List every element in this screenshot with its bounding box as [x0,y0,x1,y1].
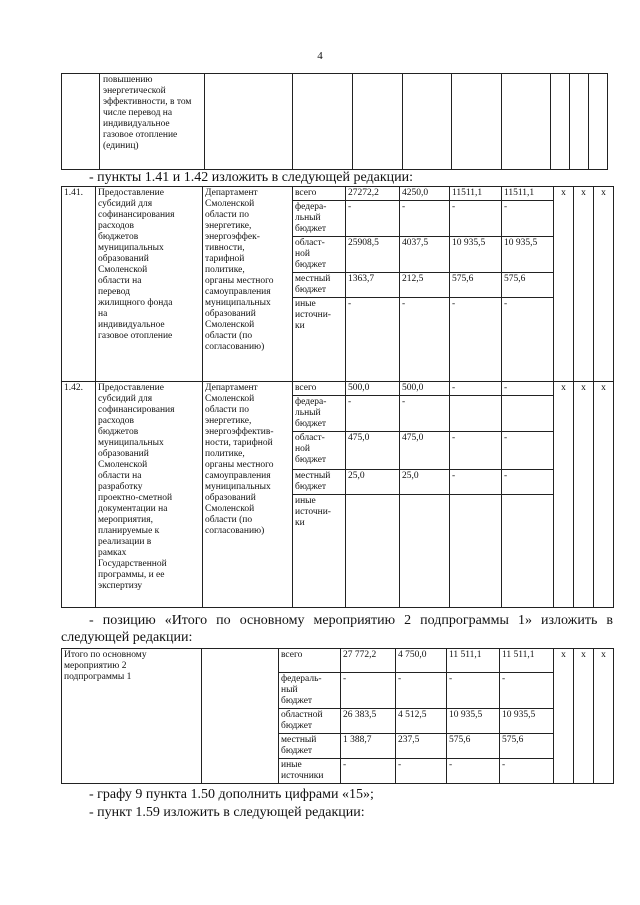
text-line: рамках [98,548,127,558]
value-cell: 1 388,7 [341,734,396,759]
mark-cell: x [554,382,574,608]
source-label [279,649,341,673]
value-cell: 11 511,1 [500,649,554,673]
text-line: бюджет [295,419,327,429]
table-fragment [61,73,607,169]
text-line: бюджет [295,482,327,492]
text-line: бюджет [295,455,327,465]
value-cell: 575,6 [447,734,500,759]
fragment-line: газовое отопление [103,130,178,140]
measure-name [96,382,203,608]
text-line: на [98,309,108,319]
text-line: документации на [98,504,168,514]
text-line: местный [295,471,331,481]
text-line: ной [295,249,310,259]
value-cell: 212,5 [400,273,450,298]
value-cell: 26 383,5 [341,709,396,734]
mark-cell: x [574,649,594,784]
mark-cell: x [554,649,574,784]
value-cell [346,495,400,608]
text-line: Смоленской [205,199,255,209]
source-label [279,759,341,784]
total-row [62,649,614,673]
intro-text-2: - позицию «Итого по основному мероприятию 2 подпрограммы 1» изложить в следующей редакции: [61,613,613,645]
text-line: федераль- [281,674,322,684]
text-line: бюджет [295,285,327,295]
text-line: Предоставление [98,188,164,198]
source-label [293,396,346,432]
text-line: областной [281,710,323,720]
value-cell: 25908,5 [346,237,400,273]
text-line: Смоленской [205,394,255,404]
text-line: муниципальных [205,482,271,492]
fragment-line: энергетической [103,86,166,96]
text-line: тивности, [205,243,245,253]
mark-cell: x [594,649,614,784]
value-cell [400,495,450,608]
text-line: област- [295,433,325,443]
source-label [293,187,346,201]
fragment-line: повышению [103,75,153,85]
text-line: бюджетов [98,232,139,242]
intro-paragraph-1 [61,170,613,186]
fragment-line: (единиц) [103,141,139,151]
text-line: бюджет [281,746,313,756]
source-label [293,237,346,273]
value-cell: - [500,759,554,784]
bottom-paragraph-2 [61,805,613,821]
text-line: образований [98,254,149,264]
text-line: бюджет [295,260,327,270]
table-row-1-41 [62,187,614,201]
value-cell: - [502,201,554,237]
mark-cell: x [574,382,594,608]
text-line: органы местного [205,276,274,286]
empty-cell [589,74,608,170]
text-line: подпрограммы 1 [64,672,132,682]
text-line: субсидий для [98,394,153,404]
source-label [293,201,346,237]
main-table [61,186,614,608]
text-line: Смоленской [205,504,255,514]
empty-cell [293,74,353,170]
value-cell: - [346,201,400,237]
text-line: всего [295,188,317,198]
empty-cell [403,74,452,170]
fragment-text-cell [100,74,205,170]
text-line: образований [205,493,256,503]
text-line: экспертизу [98,581,143,591]
value-cell: 500,0 [400,382,450,396]
value-cell [502,396,554,432]
text-line: самоуправления [205,287,271,297]
empty-cell [452,74,502,170]
value-cell: - [346,298,400,382]
text-line: област- [295,238,325,248]
value-cell: - [341,673,396,709]
value-cell: - [502,382,554,396]
text-line: Смоленской [205,320,255,330]
text-line: расходов [98,221,134,231]
text-line: Государственной [98,559,167,569]
text-line: мероприятию 2 [64,661,127,671]
source-label [293,432,346,470]
value-cell: - [396,759,447,784]
empty-cell [551,74,570,170]
source-label [279,709,341,734]
value-cell: 10 935,5 [500,709,554,734]
value-cell: - [450,432,502,470]
text-line: образований [205,309,256,319]
value-cell: 4 750,0 [396,649,447,673]
fragment-num-cell [62,74,100,170]
value-cell [502,495,554,608]
text-line: иные [295,496,316,506]
text-line: источники [281,771,324,781]
mark-cell: x [594,382,614,608]
text-line: расходов [98,416,134,426]
fragment-line: эффективности, в том [103,97,192,107]
fragment-line: индивидуальное [103,119,170,129]
text-line: мероприятия, [98,515,153,525]
fragment-line: числе перевод на [103,108,173,118]
measure-name [96,187,203,382]
value-cell: 475,0 [346,432,400,470]
row-number: 1.42. [62,382,96,608]
value-cell: - [502,432,554,470]
text-line: программы, и ее [98,570,165,580]
total-table [61,648,614,784]
text-line: политике, [205,265,245,275]
text-line: бюджет [295,224,327,234]
empty-cell [205,74,293,170]
text-line: области (по [205,515,253,525]
value-cell: - [502,298,554,382]
value-cell: - [502,470,554,495]
source-label [293,298,346,382]
text-line: субсидий для [98,199,153,209]
text-line: ной [295,444,310,454]
text-line: индивидуальное [98,320,165,330]
value-cell: 25,0 [400,470,450,495]
total-name [62,649,202,784]
text-line: ки [295,321,305,331]
value-cell: - [450,298,502,382]
text-line: газовое отопление [98,331,173,341]
text-line: софинансирования [98,405,175,415]
value-cell: - [400,201,450,237]
intro-text-1: - пункты 1.41 и 1.42 изложить в следующей редакции: [89,170,414,185]
text-line: федера- [295,397,327,407]
text-line: муниципальных [98,243,164,253]
text-line: льный [295,408,321,418]
value-cell: - [450,201,502,237]
text-line: политике, [205,449,245,459]
value-cell: - [396,673,447,709]
text-line: энергетике, [205,416,252,426]
value-cell: 500,0 [346,382,400,396]
text-line: муниципальных [205,298,271,308]
value-cell: 4 512,5 [396,709,447,734]
text-line: ности, тарифной [205,438,273,448]
text-line: согласованию) [205,342,265,352]
text-line: согласованию) [205,526,265,536]
value-cell: 11511,1 [502,187,554,201]
text-line: образований [98,449,149,459]
text-line: энергоэффектив- [205,427,274,437]
text-line: реализации в [98,537,152,547]
source-label [293,470,346,495]
table-row-1-42 [62,382,614,396]
text-line: федера- [295,202,327,212]
text-line: энергоэффек- [205,232,260,242]
text-line: местный [281,735,317,745]
source-label [279,673,341,709]
text-line: самоуправления [205,471,271,481]
text-line: области по [205,405,249,415]
text-line: иные [281,760,302,770]
text-line: органы местного [205,460,274,470]
value-cell: - [341,759,396,784]
value-cell [450,495,502,608]
mark-cell: x [574,187,594,382]
text-line: Департамент [205,188,258,198]
value-cell: 27 772,2 [341,649,396,673]
text-line: Департамент [205,383,258,393]
value-cell: 10 935,5 [502,237,554,273]
text-line: бюджет [281,696,313,706]
executor [203,187,293,382]
text-line: ки [295,518,305,528]
text-line: проектно-сметной [98,493,173,503]
value-cell: 575,6 [500,734,554,759]
text-line: энергетике, [205,221,252,231]
value-cell: 11 511,1 [447,649,500,673]
text-line: иные [295,299,316,309]
value-cell: 25,0 [346,470,400,495]
value-cell: 1363,7 [346,273,400,298]
text-line: жилищного фонда [98,298,173,308]
value-cell: 575,6 [450,273,502,298]
text-line: ный [281,685,298,695]
text-line: планируемые к [98,526,160,536]
value-cell: - [450,470,502,495]
value-cell: 4037,5 [400,237,450,273]
source-label [293,273,346,298]
text-line: области (по [205,331,253,341]
text-line: перевод [98,287,130,297]
text-line: области на [98,276,142,286]
text-line: муниципальных [98,438,164,448]
value-cell: 10 935,5 [450,237,502,273]
intro-paragraph-2 [61,612,613,646]
empty-cell [202,649,279,784]
text-line: тарифной [205,254,245,264]
text-line: местный [295,274,331,284]
text-line: софинансирования [98,210,175,220]
value-cell: - [447,673,500,709]
text-line: льный [295,213,321,223]
value-cell: 475,0 [400,432,450,470]
text-line: Смоленской [98,460,148,470]
value-cell: - [500,673,554,709]
bottom-text-1: - графу 9 пункта 1.50 дополнить цифрами «15»; [89,787,374,802]
value-cell: 4250,0 [400,187,450,201]
value-cell: - [400,298,450,382]
value-cell: 575,6 [502,273,554,298]
page-number: 4 [317,50,323,62]
text-line: всего [281,650,303,660]
executor [203,382,293,608]
value-cell: 10 935,5 [447,709,500,734]
text-line: Смоленской [98,265,148,275]
text-line: области по [205,210,249,220]
value-cell: 27272,2 [346,187,400,201]
text-line: Итого по основному [64,650,147,660]
text-line: бюджетов [98,427,139,437]
empty-cell [353,74,403,170]
value-cell: 237,5 [396,734,447,759]
value-cell: - [447,759,500,784]
value-cell: 11511,1 [450,187,502,201]
bottom-text-2: - пункт 1.59 изложить в следующей редакции: [89,805,365,820]
text-line: бюджет [281,721,313,731]
source-label [279,734,341,759]
empty-cell [570,74,589,170]
value-cell: - [450,382,502,396]
text-line: всего [295,383,317,393]
mark-cell: x [594,187,614,382]
mark-cell: x [554,187,574,382]
text-line: области на [98,471,142,481]
text-line: Предоставление [98,383,164,393]
text-line: разработку [98,482,143,492]
bottom-paragraph-1 [61,787,613,803]
value-cell [450,396,502,432]
source-label [293,382,346,396]
text-line: источни- [295,310,331,320]
value-cell: - [400,396,450,432]
source-label [293,495,346,608]
row-number: 1.41. [62,187,96,382]
text-line: источни- [295,507,331,517]
value-cell: - [346,396,400,432]
empty-cell [502,74,551,170]
